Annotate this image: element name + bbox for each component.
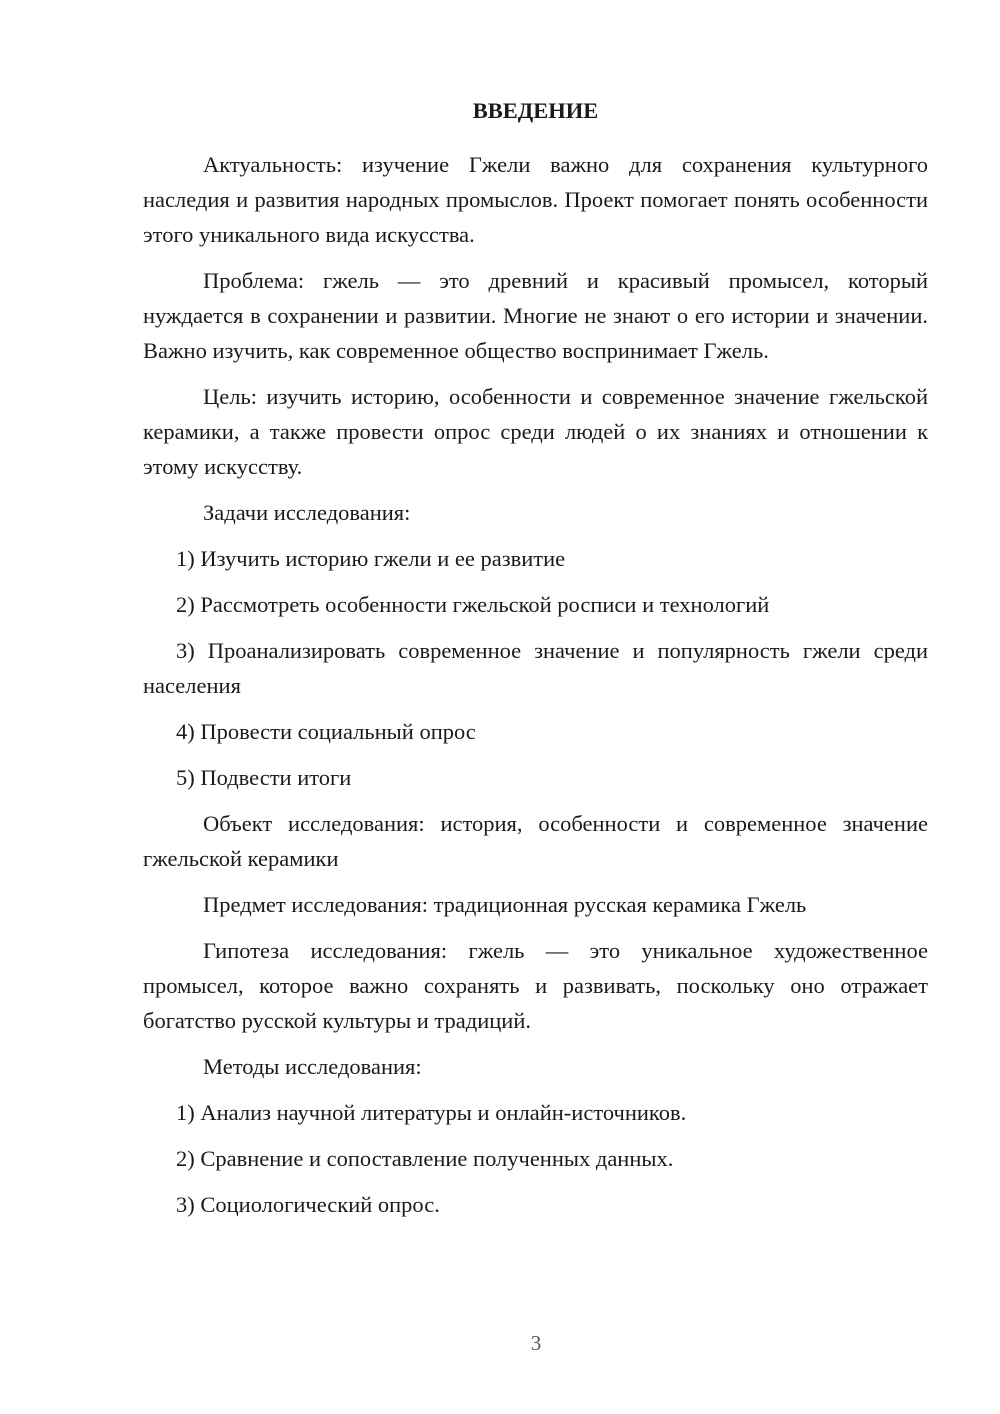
task-item: 2) Рассмотреть особенности гжельской росписи и технологий <box>176 592 770 617</box>
task-item: 5) Подвести итоги <box>176 765 352 790</box>
tasks-heading: Задачи исследования: <box>203 500 411 525</box>
relevance-paragraph: Актуальность: изучение Гжели важно для сохранения культурного наследия и развития народных промыслов. Проект помогает понять особенности этого уникального вида искусства. <box>143 152 928 247</box>
task-item: 4) Провести социальный опрос <box>176 719 476 744</box>
page-number: 3 <box>530 1331 542 1355</box>
method-item: 2) Сравнение и сопоставление полученных данных. <box>176 1146 674 1171</box>
problem-paragraph: Проблема: гжель — это древний и красивый промысел, который нуждается в сохранении и развитии. Многие не знают о его истории и значении. Важно изучить, как современное общество воспринимает Гжель. <box>143 268 928 363</box>
section-heading: ВВЕДЕНИЕ <box>472 98 599 123</box>
goal-paragraph: Цель: изучить историю, особенности и современное значение гжельской керамики, а также провести опрос среди людей о их знаниях и отношении к этому искусству. <box>143 384 928 479</box>
task-item: 1) Изучить историю гжели и ее развитие <box>176 546 566 571</box>
object-paragraph: Объект исследования: история, особенности и современное значение гжельской керамики <box>143 811 928 871</box>
method-item: 1) Анализ научной литературы и онлайн-источников. <box>176 1100 687 1125</box>
hypothesis-paragraph: Гипотеза исследования: гжель — это уникальное художественное промысел, которое важно сохранять и развивать, поскольку оно отражает богатство русской культуры и традиций. <box>143 938 928 1033</box>
method-item: 3) Социологический опрос. <box>176 1192 440 1217</box>
task-item: 3) Проанализировать современное значение и популярность гжели среди населения <box>143 638 928 698</box>
page-content <box>143 93 928 1233</box>
subject-paragraph: Предмет исследования: традиционная русская керамика Гжель <box>203 892 807 917</box>
methods-heading: Методы исследования: <box>203 1054 422 1079</box>
